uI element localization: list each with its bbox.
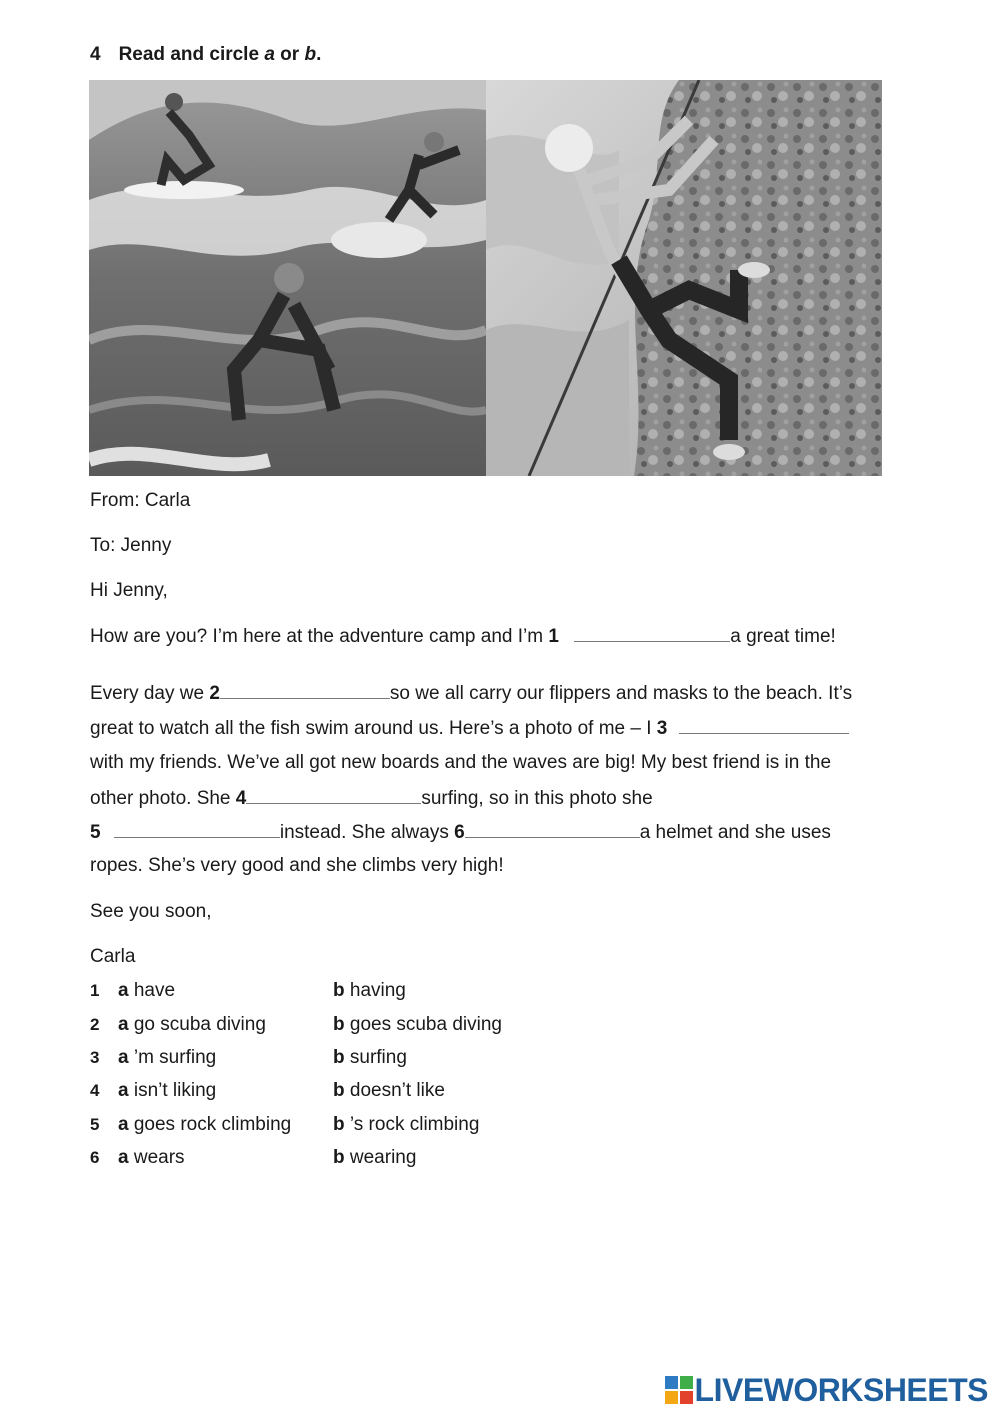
option-a-letter: a [264, 44, 275, 65]
gap-number-5: 5 [90, 822, 101, 843]
exercise-number: 4 [90, 44, 101, 65]
email-signoff: See you soon, [90, 901, 212, 922]
option-a-label: a [118, 1047, 129, 1068]
option-a[interactable] [118, 1047, 333, 1069]
option-b[interactable] [333, 1047, 407, 1069]
gap-number-6: 6 [454, 822, 465, 843]
option-b-label: b [333, 1080, 345, 1101]
option-b-text: having [344, 980, 406, 1001]
option-a[interactable] [118, 1080, 333, 1102]
option-row-4 [90, 1080, 445, 1102]
option-a-label: a [118, 1114, 129, 1135]
gap-6-input[interactable] [465, 821, 640, 838]
option-row-3 [90, 1047, 407, 1069]
gap-number-1: 1 [548, 626, 559, 647]
option-number: 2 [90, 1015, 100, 1034]
instruction-prefix: Read and circle [118, 44, 265, 65]
option-b-label: b [333, 980, 345, 1001]
gap-5-input[interactable] [114, 821, 280, 838]
option-b-text: wearing [344, 1147, 417, 1168]
line-text: so we all carry our flippers and masks to the beach. It’s [389, 683, 853, 704]
paragraph-line-7: ropes. She’s very good and she climbs very high! [90, 855, 504, 876]
illustration-photo [89, 80, 882, 476]
option-number: 4 [90, 1081, 100, 1100]
option-b[interactable] [333, 980, 406, 1002]
option-a-text: isn’t liking [128, 1080, 217, 1101]
option-number: 6 [90, 1148, 100, 1167]
email-from: From: Carla [90, 490, 191, 511]
option-a[interactable] [118, 1014, 333, 1036]
option-a[interactable] [118, 1114, 333, 1136]
liveworksheets-logo-icon [665, 1376, 693, 1404]
gap-2-input[interactable] [220, 682, 390, 699]
option-a-text: have [128, 980, 176, 1001]
or-word: or [274, 44, 305, 65]
paragraph-line-1 [90, 625, 836, 648]
line-text: great to watch all the fish swim around us. Here’s a photo of me – I [90, 718, 657, 739]
period: . [316, 44, 322, 65]
option-row-1 [90, 980, 406, 1002]
gap-number-4: 4 [235, 788, 247, 809]
option-b-label: b [333, 1147, 345, 1168]
gap-3-input[interactable] [679, 717, 849, 734]
option-a-text: goes rock climbing [128, 1114, 292, 1135]
exercise-heading [90, 44, 321, 66]
gap-number-2: 2 [209, 683, 220, 704]
line-text: Every day we [90, 683, 210, 704]
option-a-text: go scuba diving [128, 1014, 266, 1035]
option-b[interactable] [333, 1014, 502, 1036]
option-a-label: a [118, 1147, 129, 1168]
surfing-scene [89, 80, 486, 476]
line-text: instead. She always [279, 822, 455, 843]
option-b-label: b [333, 1114, 345, 1135]
option-a[interactable] [118, 980, 333, 1002]
paragraph-line-5 [90, 787, 653, 810]
gap-number-3: 3 [656, 718, 668, 739]
option-b[interactable] [333, 1080, 445, 1102]
option-b-text: ’s rock climbing [344, 1114, 480, 1135]
option-a-text: ’m surfing [128, 1047, 217, 1068]
line-text: a great time! [730, 626, 836, 647]
option-a-label: a [118, 980, 129, 1001]
option-a[interactable] [118, 1147, 333, 1169]
option-a-label: a [118, 1080, 129, 1101]
option-a-label: a [118, 1014, 129, 1035]
paragraph-line-6 [90, 821, 831, 844]
option-b-text: doesn’t like [344, 1080, 445, 1101]
option-b-text: surfing [344, 1047, 407, 1068]
option-b[interactable] [333, 1147, 416, 1169]
liveworksheets-wordmark: LIVEWORKSHEETS [694, 1371, 988, 1408]
liveworksheets-brand[interactable] [665, 1372, 988, 1408]
option-b-label: b [333, 1014, 345, 1035]
option-row-6 [90, 1147, 416, 1169]
option-row-5 [90, 1114, 479, 1136]
line-text: a helmet and she uses [639, 822, 831, 843]
gap-1-input[interactable] [574, 625, 730, 642]
gap-4-input[interactable] [246, 787, 421, 804]
option-b[interactable] [333, 1114, 479, 1136]
paragraph-line-4: with my friends. We’ve all got new boards and the waves are big! My best friend is in the [90, 752, 832, 773]
option-number: 1 [90, 981, 100, 1000]
paragraph-line-2 [90, 682, 852, 705]
option-number: 3 [90, 1048, 100, 1067]
climbing-scene [486, 80, 882, 476]
line-text: How are you? I’m here at the adventure camp and I’m [90, 626, 549, 647]
email-signature: Carla [90, 946, 136, 967]
option-b-letter: b [304, 44, 317, 65]
option-row-2 [90, 1014, 502, 1036]
option-a-text: wears [128, 1147, 185, 1168]
option-b-label: b [333, 1047, 345, 1068]
email-to: To: Jenny [90, 535, 172, 556]
line-text: other photo. She [90, 788, 236, 809]
paragraph-line-3 [90, 717, 849, 740]
line-text: surfing, so in this photo she [421, 788, 653, 809]
option-b-text: goes scuba diving [344, 1014, 502, 1035]
option-number: 5 [90, 1115, 100, 1134]
email-greeting: Hi Jenny, [90, 580, 168, 601]
